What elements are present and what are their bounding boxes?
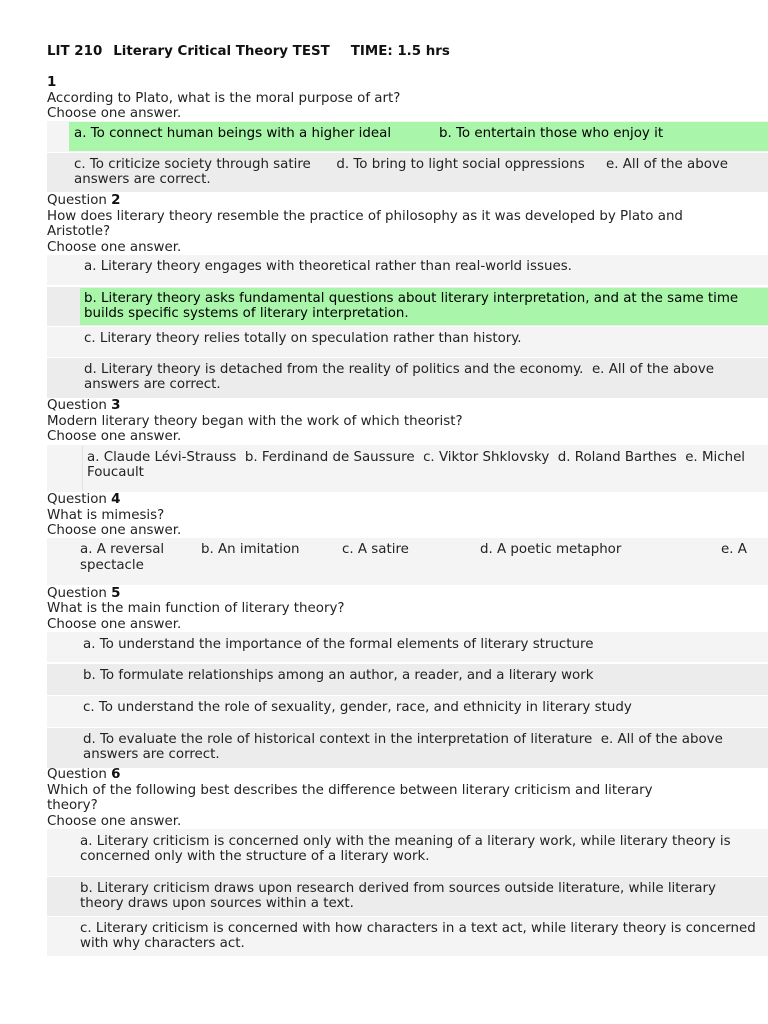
answer-option[interactable]: [47, 632, 768, 662]
question-number: Question 3: [47, 398, 121, 413]
answer-option[interactable]: [47, 153, 768, 192]
choose-one-label: Choose one answer.: [47, 617, 182, 632]
page-title: [47, 44, 450, 60]
question-prompt: How does literary theory resemble the practice of philosophy as it was developed by Plato and: [47, 209, 683, 224]
option-line: c. To criticize society through satire d. To bring to light social oppressions e. All of the above: [74, 157, 729, 172]
option-c[interactable]: c. Literary criticism is concerned with how characters in a text act, while literary theory is concerned: [80, 921, 756, 936]
answer-option[interactable]: [47, 664, 768, 695]
question-prompt: According to Plato, what is the moral purpose of art?: [47, 91, 401, 106]
question-prompt: What is the main function of literary theory?: [47, 601, 345, 616]
test-title: Literary Critical Theory TEST: [113, 44, 330, 59]
option-a[interactable]: a. To connect human beings with a higher ideal: [74, 126, 392, 141]
answer-option[interactable]: [47, 728, 768, 768]
choose-one-label: Choose one answer.: [47, 106, 182, 121]
answer-option[interactable]: [47, 255, 768, 285]
option-a[interactable]: a. Literary criticism is concerned only with the meaning of a literary work, while literary theory is: [80, 834, 731, 849]
option-b-cont: builds specific systems of literary interpretation.: [84, 306, 409, 321]
option-d-cont: answers are correct.: [84, 377, 221, 392]
option-e-cont: spectacle: [80, 558, 144, 573]
option-b[interactable]: b. To formulate relationships among an author, a reader, and a literary work: [83, 668, 594, 683]
question-number: Question 2: [47, 193, 121, 208]
option-a[interactable]: a. A reversal: [80, 542, 165, 557]
question-number: 1: [47, 75, 57, 90]
option-b-cont: theory draws upon sources within a text.: [80, 896, 354, 911]
option-d-cont: answers are correct.: [83, 747, 220, 762]
choose-one-label: Choose one answer.: [47, 814, 182, 829]
option-e[interactable]: e. A: [721, 542, 747, 557]
course-code: LIT 210: [47, 44, 103, 59]
option-a[interactable]: a. Literary theory engages with theoretical rather than real-world issues.: [84, 259, 572, 274]
option-a-cont: concerned only with the structure of a literary work.: [80, 849, 430, 864]
question-prompt: Aristotle?: [47, 224, 111, 239]
answer-option[interactable]: [47, 358, 768, 398]
question-prompt: Modern literary theory began with the work of which theorist?: [47, 414, 463, 429]
options-line[interactable]: a. Claude Lévi-Strauss b. Ferdinand de Saussure c. Viktor Shklovsky d. Roland Barthes e. Michel: [87, 450, 746, 465]
question-number: Question 6: [47, 767, 121, 782]
option-d[interactable]: d. Literary theory is detached from the reality of politics and the economy. e. All of the above: [84, 362, 715, 377]
answer-option[interactable]: [47, 917, 768, 956]
question-number: Question 5: [47, 586, 121, 601]
choose-one-label: Choose one answer.: [47, 523, 182, 538]
answer-option[interactable]: [47, 829, 768, 876]
answer-options[interactable]: [82, 446, 768, 491]
answer-options[interactable]: [47, 538, 768, 585]
option-d[interactable]: d. To evaluate the role of historical context in the interpretation of literature e. All of the above: [83, 732, 723, 747]
answer-option[interactable]: [47, 877, 768, 916]
question-number: Question 4: [47, 492, 121, 507]
option-b[interactable]: b. Literary theory asks fundamental questions about literary interpretation, and at the same time: [84, 291, 739, 306]
option-b[interactable]: b. To entertain those who enjoy it: [439, 126, 664, 141]
answer-option[interactable]: [47, 327, 768, 357]
choose-one-label: Choose one answer.: [47, 240, 182, 255]
options-line: Foucault: [87, 465, 144, 480]
time-limit: TIME: 1.5 hrs: [350, 44, 450, 59]
option-c[interactable]: c. Literary theory relies totally on speculation rather than history.: [84, 331, 522, 346]
option-b[interactable]: b. An imitation: [201, 542, 300, 557]
option-a[interactable]: a. To understand the importance of the formal elements of literary structure: [83, 637, 594, 652]
option-d[interactable]: d. A poetic metaphor: [480, 542, 622, 557]
option-b[interactable]: b. Literary criticism draws upon research derived from sources outside literature, while literary: [80, 881, 716, 896]
option-c-cont: with why characters act.: [80, 936, 245, 951]
option-c[interactable]: c. A satire: [342, 542, 409, 557]
answer-option[interactable]: [47, 696, 768, 727]
question-prompt: Which of the following best describes the difference between literary criticism and literary: [47, 783, 653, 798]
option-c[interactable]: c. To understand the role of sexuality, gender, race, and ethnicity in literary study: [83, 700, 632, 715]
option-line: answers are correct.: [74, 172, 211, 187]
answer-option-correct[interactable]: [80, 288, 768, 325]
choose-one-label: Choose one answer.: [47, 429, 182, 444]
question-prompt: What is mimesis?: [47, 508, 165, 523]
question-prompt: theory?: [47, 798, 98, 813]
answer-option-correct[interactable]: [69, 122, 768, 151]
